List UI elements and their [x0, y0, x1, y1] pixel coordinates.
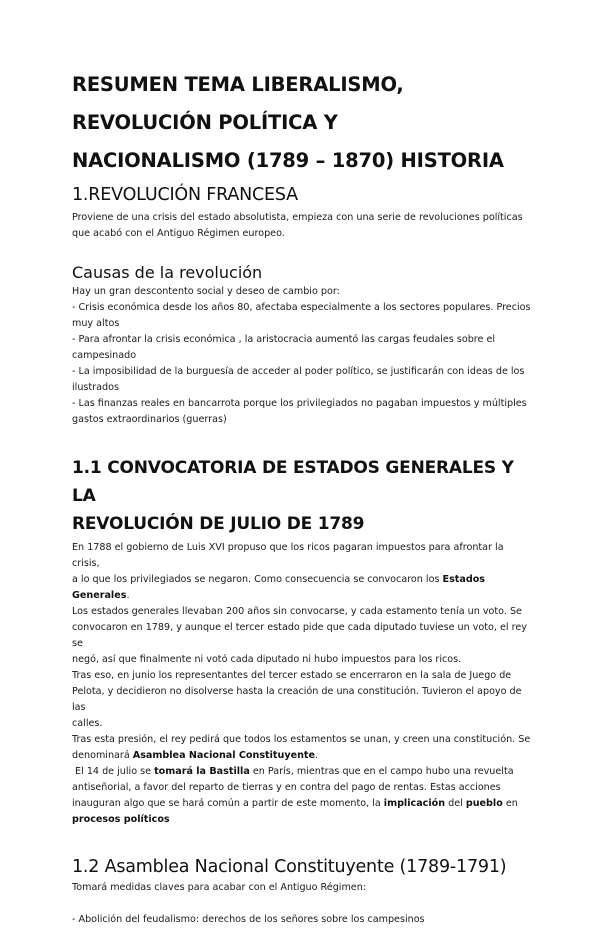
section-intro [72, 210, 534, 242]
text-line: calles. [72, 718, 103, 729]
text-line [72, 796, 534, 812]
text-line: Tras eso, en junio los representantes del tercer estado se encerraron en la sala de Juego de [72, 670, 512, 681]
text-line: gastos extraordinarios (guerras) [72, 414, 227, 425]
section-heading-causas: Causas de la revolución [72, 263, 263, 282]
convocatoria-paragraph [72, 540, 534, 828]
document-page [72, 66, 534, 928]
section-heading-asamblea: 1.2 Asamblea Nacional Constituyente (1789-1791) [72, 857, 507, 877]
text-run: . [315, 750, 319, 761]
text-run: del [445, 798, 466, 809]
bold-term: Estados Generales [72, 574, 486, 601]
bold-term: Asamblea Nacional Constituyente [132, 750, 316, 761]
asamblea-item: - Abolición del feudalismo: derechos de los señores sobre los campesinos [72, 914, 425, 925]
text-run: El 14 de julio se [72, 766, 155, 777]
text-run: . [126, 590, 130, 601]
bold-term: procesos políticos [72, 814, 170, 825]
text-line [72, 812, 534, 828]
text-line: convocaron en 1789, y aunque el tercer estado pide que cada diputado tuviese un voto, el rey se [72, 622, 527, 649]
title-line: REVOLUCIÓN POLÍTICA Y [72, 111, 338, 134]
text-line: Los estados generales llevaban 200 años sin convocarse, y cada estamento tenía un voto. Se [72, 606, 522, 617]
text-line: campesinado [72, 350, 137, 361]
asamblea-intro: Tomará medidas claves para acabar con el Antiguo Régimen: [72, 882, 367, 893]
bold-term: implicación [383, 798, 446, 809]
section-heading-convocatoria [72, 454, 534, 538]
text-line: ilustrados [72, 382, 119, 393]
text-line: Hay un gran descontento social y deseo de cambio por: [72, 286, 340, 297]
text-run: inauguran algo que se hará común a partir de este momento, la [72, 798, 384, 809]
text-line [72, 764, 534, 780]
title-line: RESUMEN TEMA LIBERALISMO, [72, 73, 404, 96]
text-line [72, 748, 534, 764]
text-line: Tras esta presión, el rey pedirá que todos los estamentos se unan, y creen una constitución. Se [72, 734, 531, 745]
text-run: denominará [72, 750, 133, 761]
heading-line: 1.1 CONVOCATORIA DE ESTADOS GENERALES Y LA [72, 458, 514, 506]
text-line: - La imposibilidad de la burguesía de acceder al poder político, se justificarán con ideas de los [72, 366, 525, 377]
title-line: NACIONALISMO (1789 – 1870) HISTORIA [72, 149, 504, 172]
text-run: en [502, 798, 518, 809]
text-run: en París, mientras que en el campo hubo una revuelta [249, 766, 514, 777]
heading-line: REVOLUCIÓN DE JULIO DE 1789 [72, 514, 365, 534]
causes-paragraph [72, 284, 534, 428]
section-heading-revolucion-francesa: 1.REVOLUCIÓN FRANCESA [72, 185, 298, 205]
text-line: En 1788 el gobierno de Luis XVI propuso que los ricos pagaran impuestos para afrontar la crisis, [72, 542, 504, 569]
text-line: que acabó con el Antiguo Régimen europeo. [72, 228, 285, 239]
text-line: negó, así que finalmente ni votó cada diputado ni hubo impuestos para los ricos. [72, 654, 462, 665]
text-line [72, 572, 534, 604]
bold-term: pueblo [465, 798, 503, 809]
text-line: Proviene de una crisis del estado absolutista, empieza con una serie de revoluciones políticas [72, 212, 523, 223]
text-line: antiseñorial, a favor del reparto de tierras y en contra del pago de rentas. Estas acciones [72, 782, 501, 793]
text-line: - Para afrontar la crisis económica , la aristocracia aumentó las cargas feudales sobre el [72, 334, 496, 345]
text-line: - Las finanzas reales en bancarrota porque los privilegiados no pagaban impuestos y múltiples [72, 398, 527, 409]
text-line: Pelota, y decidieron no disolverse hasta la creación de una constitución. Tuvieron el apoyo de las [72, 686, 522, 713]
text-run: a lo que los privilegiados se negaron. Como consecuencia se convocaron los [72, 574, 443, 585]
text-line: - Crisis económica desde los años 80, afectaba especialmente a los sectores populares. Precios [72, 302, 531, 313]
document-title [72, 66, 534, 180]
bold-term: tomará la Bastilla [154, 766, 250, 777]
text-line: muy altos [72, 318, 120, 329]
